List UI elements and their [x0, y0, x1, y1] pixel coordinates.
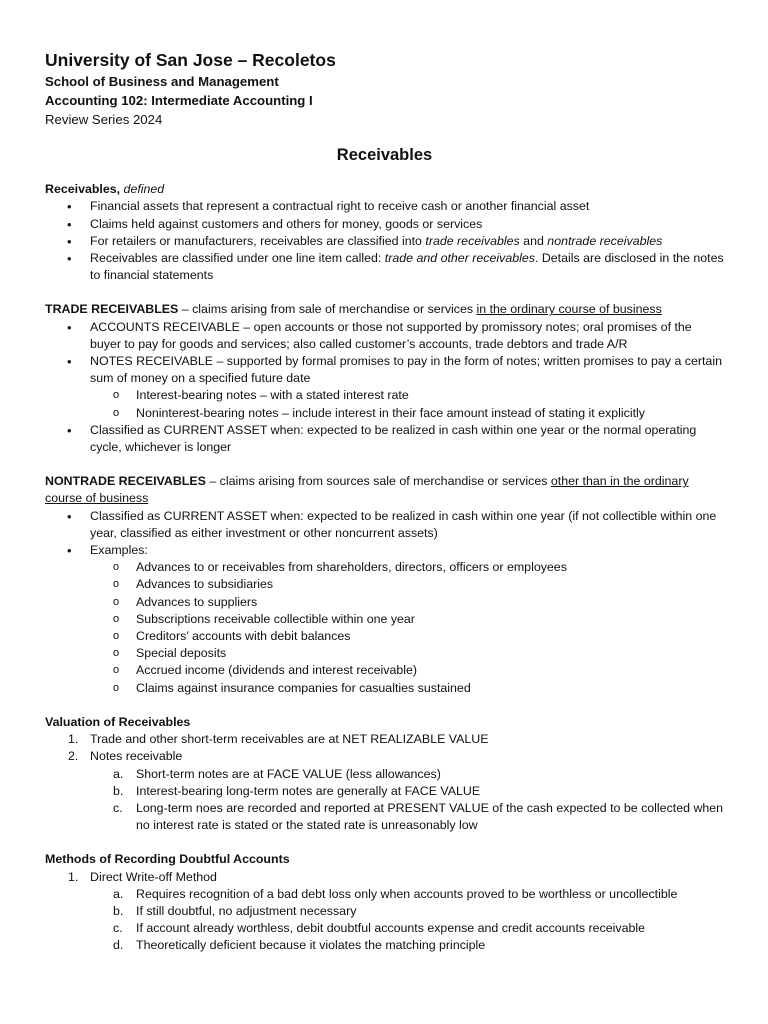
- list-item-text: Direct Write-off Method: [90, 869, 217, 884]
- circle-marker: o: [113, 647, 120, 660]
- bullet-marker: •: [67, 233, 72, 249]
- number-marker: 2.: [68, 749, 79, 764]
- bullet-marker: •: [67, 543, 72, 559]
- nontrade-heading-underlined: other than in the ordinary course of business: [45, 474, 689, 506]
- section-heading-valuation: Valuation of Receivables: [45, 714, 191, 729]
- section-heading-defined: [45, 181, 724, 198]
- list-item-text: Claims against insurance companies for casualties sustained: [136, 680, 471, 695]
- defined-list: [45, 198, 724, 284]
- circle-marker: o: [113, 561, 120, 574]
- list-item-text: Receivables are classified under one line item called:: [90, 251, 385, 266]
- example-item: [45, 611, 724, 628]
- list-item-text: For retailers or manufacturers, receivables are classified into: [90, 233, 426, 248]
- letter-marker: c.: [113, 921, 123, 936]
- list-item: [45, 542, 724, 559]
- university-name: University of San Jose – Recoletos: [45, 50, 336, 70]
- circle-marker: o: [113, 681, 120, 694]
- example-item: [45, 594, 724, 611]
- bullet-marker: •: [67, 354, 72, 370]
- list-item-text: Creditors’ accounts with debit balances: [136, 629, 351, 644]
- methods-list: [45, 869, 724, 955]
- section-heading-methods: Methods of Recording Doubtful Accounts: [45, 852, 290, 867]
- list-item-emphasis: nontrade receivables: [547, 233, 663, 248]
- lettered-item: [45, 886, 724, 903]
- example-item: [45, 576, 724, 593]
- bullet-marker: •: [67, 216, 72, 232]
- example-item: [45, 662, 724, 679]
- trade-heading-bold: TRADE RECEIVABLES: [45, 302, 179, 317]
- list-item-text: Accrued income (dividends and interest receivable): [136, 663, 417, 678]
- defined-heading-italic: defined: [123, 182, 165, 197]
- lettered-item: [45, 800, 724, 834]
- list-item: [45, 353, 724, 387]
- list-item-text: . Details are disclosed in the notes to financial statements: [90, 251, 724, 283]
- list-item: [45, 216, 724, 233]
- list-item-text: Short-term notes are at FACE VALUE (less allowances): [136, 766, 441, 781]
- letter-marker: b.: [113, 903, 124, 918]
- valuation-list: [45, 731, 724, 834]
- trade-heading-underlined: in the ordinary course of business: [476, 302, 662, 317]
- trade-heading-text: – claims arising from sale of merchandise or services: [178, 302, 477, 317]
- list-item-text: Noninterest-bearing notes – include interest in their face amount instead of stating it explicitly: [136, 405, 645, 420]
- bullet-marker: •: [67, 319, 72, 335]
- review-series: Review Series 2024: [45, 112, 163, 127]
- circle-marker: o: [113, 389, 120, 402]
- letter-marker: b.: [113, 783, 124, 798]
- circle-marker: o: [113, 664, 120, 677]
- list-item: [45, 233, 724, 250]
- list-item-text: Long-term noes are recorded and reported at PRESENT VALUE of the cash expected to be collected when no interest rate is stated or the stated rate is unreasonably low: [136, 800, 724, 833]
- circle-marker: o: [113, 630, 120, 643]
- bullet-marker: •: [67, 251, 72, 267]
- bullet-marker: •: [67, 508, 72, 524]
- numbered-item: [45, 748, 724, 765]
- circle-marker: o: [113, 578, 120, 591]
- list-item-text: Subscriptions receivable collectible within one year: [136, 611, 415, 626]
- numbered-item: [45, 869, 724, 886]
- section-heading-nontrade: [45, 473, 724, 507]
- school-name: School of Business and Management: [45, 74, 279, 89]
- letter-marker: d.: [113, 938, 124, 953]
- lettered-item: [45, 903, 724, 920]
- lettered-item: [45, 766, 724, 783]
- nontrade-list: [45, 508, 724, 697]
- bullet-marker: •: [67, 422, 72, 438]
- list-item-text: ACCOUNTS RECEIVABLE – open accounts or those not supported by promissory notes; oral promises of the buyer to pay for goods and services; also called customer’s accounts, trade debtors and trade A/R: [90, 319, 692, 351]
- circle-marker: o: [113, 406, 120, 419]
- number-marker: 1.: [68, 869, 79, 884]
- list-item-text: Advances to or receivables from shareholders, directors, officers or employees: [136, 560, 567, 575]
- list-item-text: If still doubtful, no adjustment necessary: [136, 903, 357, 918]
- list-item: [45, 422, 724, 456]
- list-item-text: Interest-bearing long-term notes are generally at FACE VALUE: [136, 783, 481, 798]
- lettered-item: [45, 920, 724, 937]
- list-item-text: Advances to suppliers: [136, 594, 258, 609]
- list-item: [45, 508, 724, 542]
- list-item: [45, 319, 724, 353]
- nontrade-heading-bold: NONTRADE RECEIVABLES: [45, 474, 206, 489]
- list-item-text: Notes receivable: [90, 749, 183, 764]
- list-item-text: Special deposits: [136, 646, 227, 661]
- list-item-text: Requires recognition of a bad debt loss only when accounts proved to be worthless or uncollectible: [136, 886, 678, 901]
- document-title: Receivables: [336, 146, 433, 164]
- list-item-text: Interest-bearing notes – with a stated interest rate: [136, 388, 409, 403]
- circle-marker: o: [113, 595, 120, 608]
- list-item-text: NOTES RECEIVABLE – supported by formal promises to pay in the form of notes; written promises to pay a certain sum of money on a specified future date: [90, 354, 722, 386]
- letter-marker: a.: [113, 886, 124, 901]
- list-item-emphasis: trade and other receivables: [384, 251, 535, 266]
- bullet-marker: •: [67, 199, 72, 215]
- example-item: [45, 680, 724, 697]
- circle-marker: o: [113, 612, 120, 625]
- sub-list-item: [45, 387, 724, 404]
- defined-heading-bold: Receivables,: [45, 182, 121, 197]
- list-item-text: Financial assets that represent a contractual right to receive cash or another financial asset: [90, 199, 590, 214]
- section-heading-trade: [45, 301, 724, 318]
- nontrade-heading-text: – claims arising from sources sale of merchandise or services: [205, 474, 551, 489]
- numbered-item: [45, 731, 724, 748]
- list-item-text: Trade and other short-term receivables are at NET REALIZABLE VALUE: [90, 732, 489, 747]
- list-item-text: Classified as CURRENT ASSET when: expected to be realized in cash within one year or the normal operating cycle, whichever is longer: [90, 422, 697, 455]
- list-item-text: Classified as CURRENT ASSET when: expected to be realized in cash within one year (if not collectible within one year, classified as either investment or other noncurrent assets): [90, 508, 717, 540]
- course-name: Accounting 102: Intermediate Accounting I: [45, 93, 313, 108]
- example-item: [45, 559, 724, 576]
- list-item-text: Examples:: [90, 543, 148, 558]
- list-item: [45, 198, 724, 215]
- lettered-item: [45, 937, 724, 954]
- example-item: [45, 645, 724, 662]
- lettered-item: [45, 783, 724, 800]
- list-item-emphasis: trade receivables: [425, 233, 520, 248]
- example-item: [45, 628, 724, 645]
- list-item-text: Theoretically deficient because it violates the matching principle: [136, 938, 486, 953]
- list-item-text: and: [519, 233, 548, 248]
- list-item-text: Advances to subsidiaries: [136, 577, 274, 592]
- trade-list: [45, 319, 724, 457]
- list-item: [45, 250, 724, 284]
- number-marker: 1.: [68, 732, 79, 747]
- list-item-text: If account already worthless, debit doubtful accounts expense and credit accounts receivable: [136, 921, 646, 936]
- letter-marker: c.: [113, 800, 123, 815]
- letter-marker: a.: [113, 766, 124, 781]
- list-item-text: Claims held against customers and others for money, goods or services: [90, 216, 483, 231]
- sub-list-item: [45, 405, 724, 422]
